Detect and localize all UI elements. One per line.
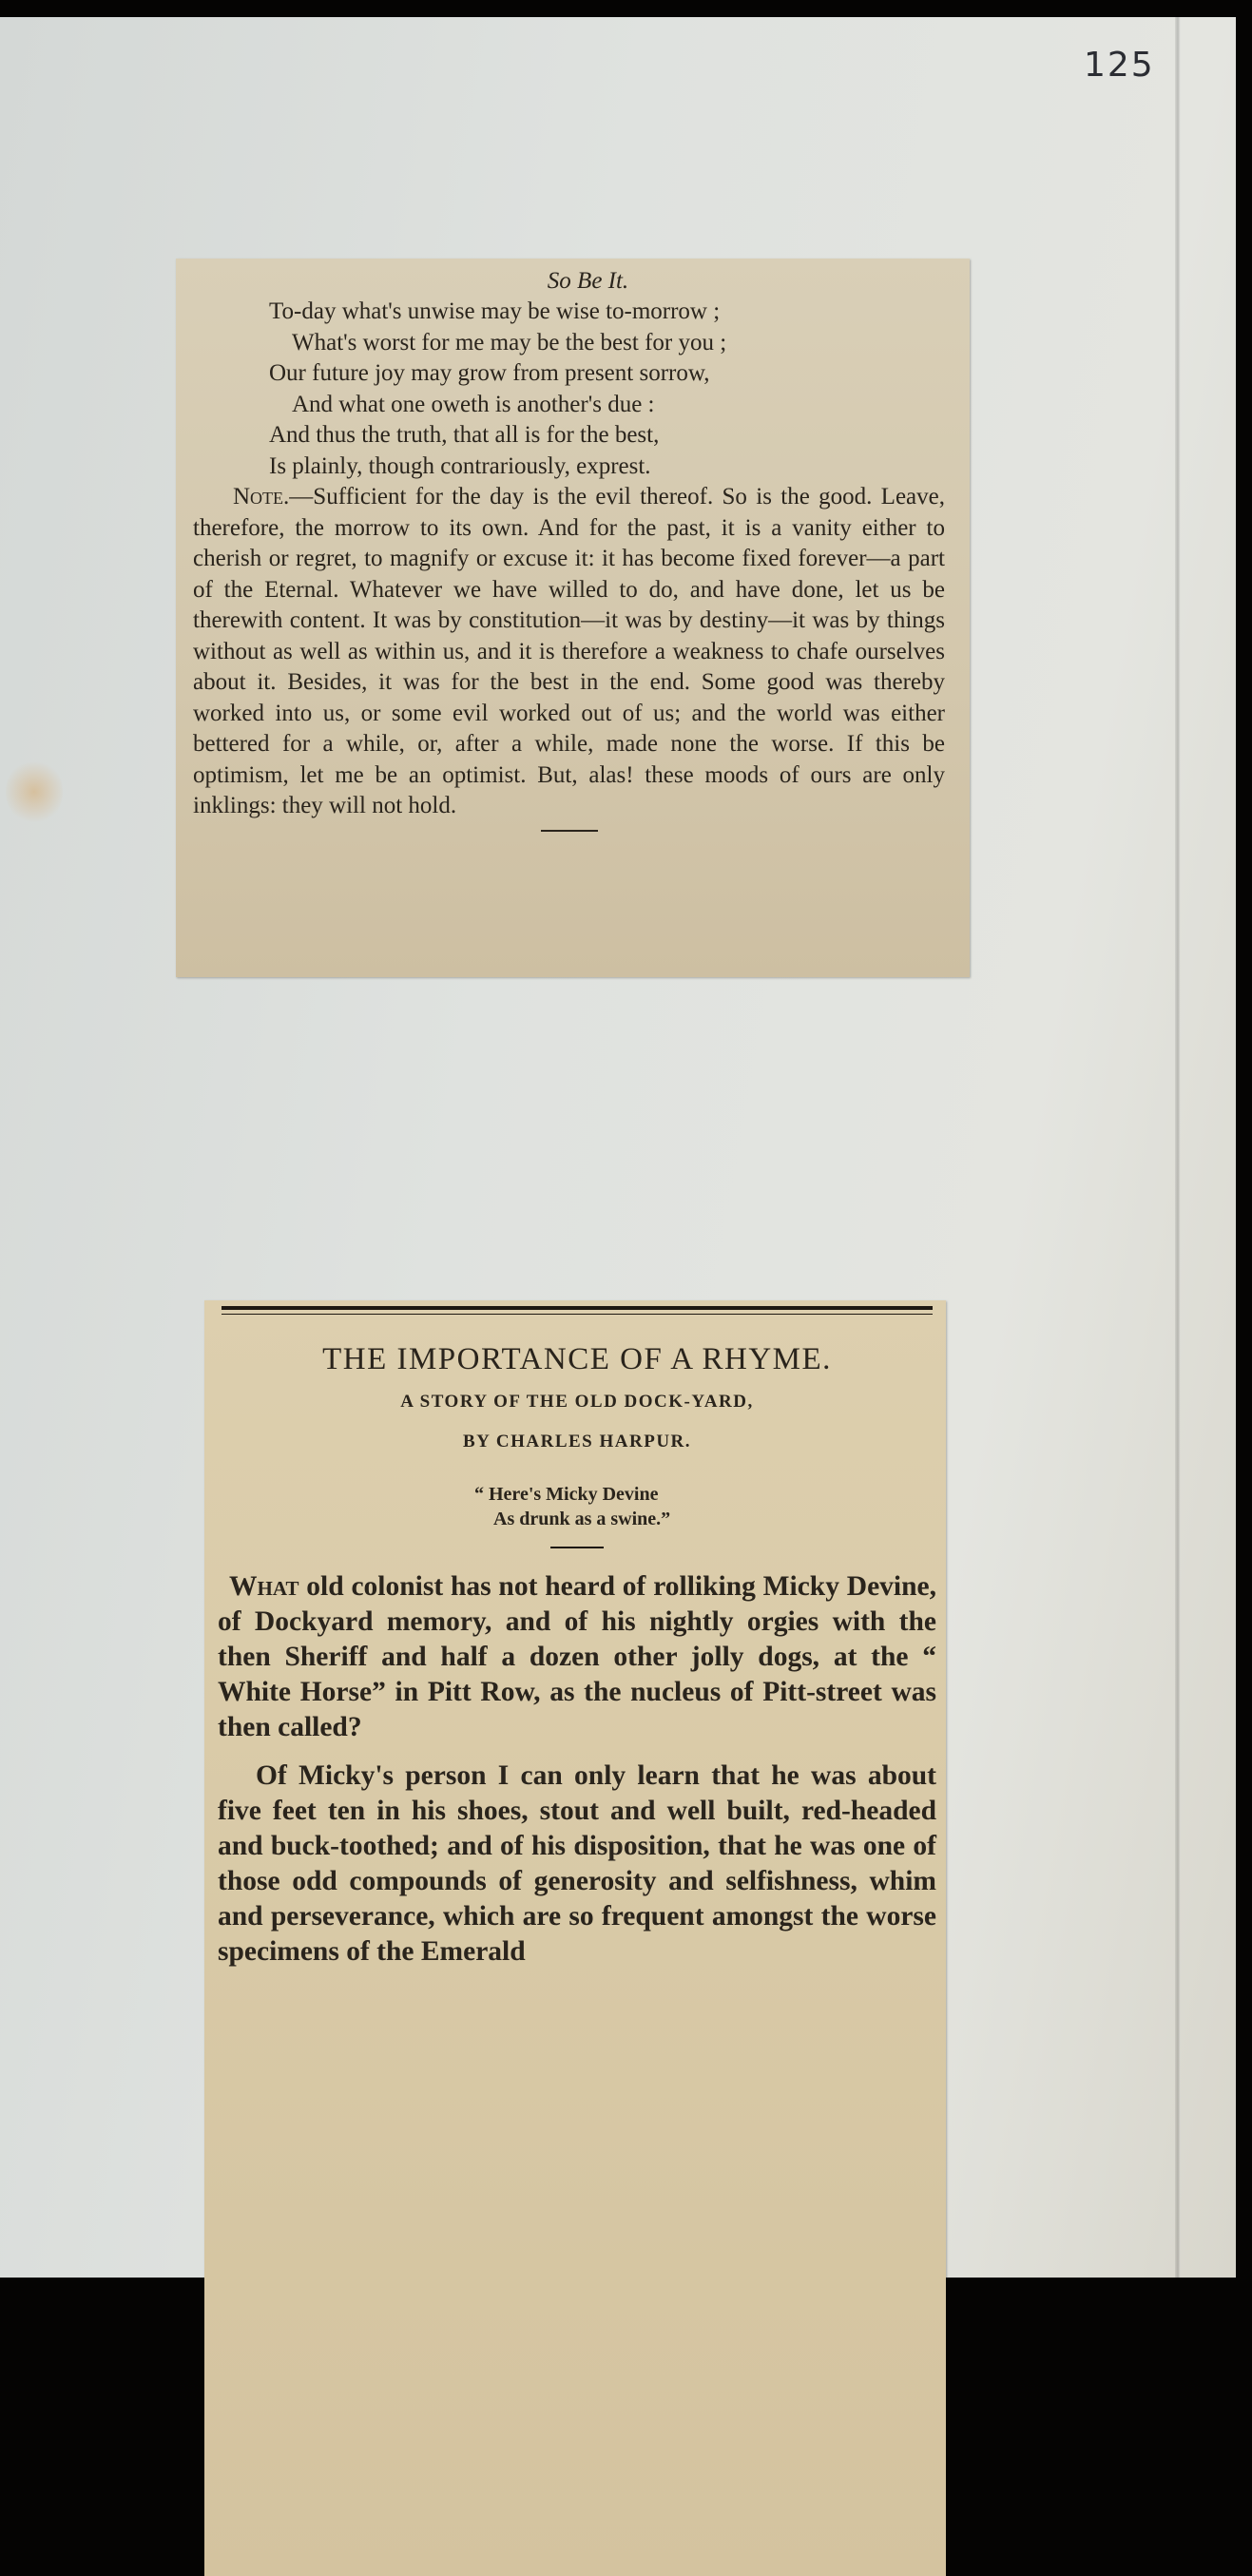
story-paragraph: Of Micky's person I can only learn that he was about five feet ten in his shoes, stout and well built, red-headed and buck-toothed; and of his disposition, that he was one of those odd compounds of generosity and selfishness, whim and perseverance, which are so frequent amongst the worse specimens of the Emerald — [218, 1760, 936, 1967]
divider-rule — [541, 830, 598, 832]
poem-line: Is plainly, though contrariously, exprest. — [269, 452, 651, 479]
page-number: 125 — [1084, 46, 1155, 85]
clipping-so-be-it — [176, 259, 970, 977]
paragraph-text: old colonist has not heard of rolliking Micky Devine, of Dockyard memory, and of his nightly orgies with the then Sheriff and half a dozen other jolly dogs, at the “ White Horse” in Pitt Row, as the nucleus of Pitt-street was then called? — [218, 1571, 936, 1742]
byline: BY CHARLES HARPUR. — [462, 1432, 692, 1451]
poem-title: So Be It. — [547, 268, 629, 294]
note-text: —Sufficient for the day is the evil thereof. So is the good. Leave, therefore, the morrow to its own. And for the past, it is a vanity either to cherish or regret, to magnify or excuse it: it has become fixed forever—a part of the Eternal. Whatever we have willed to do, and have done, let us be therewith content. It was by constitution—it was by destiny—it was by things without as well as within us, and it is therefore a weakness to chafe ourselves about it. Besides, it was for the best in the end. Some good was thereby worked into us, or some evil worked out of us; and the world was either bettered for a while, or, after a while, made none the worse. If this be optimism, let me be an optimist. But, alas! these moods of ours are only inklings: they will not hold. — [193, 484, 945, 818]
divider-rule — [550, 1547, 604, 1548]
poem-line: And what one oweth is another's due : — [292, 391, 655, 417]
lead-word: What — [229, 1571, 299, 1602]
epigraph-line: “ Here's Micky Devine — [474, 1484, 659, 1505]
poem-line: What's worst for me may be the best for you ; — [292, 329, 727, 356]
poem — [193, 297, 945, 482]
clipping-importance-of-a-rhyme — [204, 1300, 946, 2576]
page-fold — [1175, 17, 1181, 2278]
story-body — [218, 1569, 936, 1970]
double-rule — [222, 1306, 933, 1315]
note-paragraph — [193, 482, 945, 822]
headline: THE IMPORTANCE OF A RHYME. — [322, 1342, 832, 1376]
poem-line: To-day what's unwise may be wise to-morrow ; — [269, 298, 721, 324]
page-stain — [6, 759, 63, 825]
poem-line: Our future joy may grow from present sorrow, — [269, 360, 710, 386]
poem-line: And thus the truth, that all is for the best, — [269, 422, 660, 448]
epigraph — [218, 1482, 936, 1531]
note-label: Note. — [233, 484, 290, 509]
subheadline: A STORY OF THE OLD DOCK-YARD, — [400, 1392, 754, 1412]
story-paragraph — [218, 1569, 936, 1745]
epigraph-line: As drunk as a swine.” — [493, 1509, 671, 1529]
